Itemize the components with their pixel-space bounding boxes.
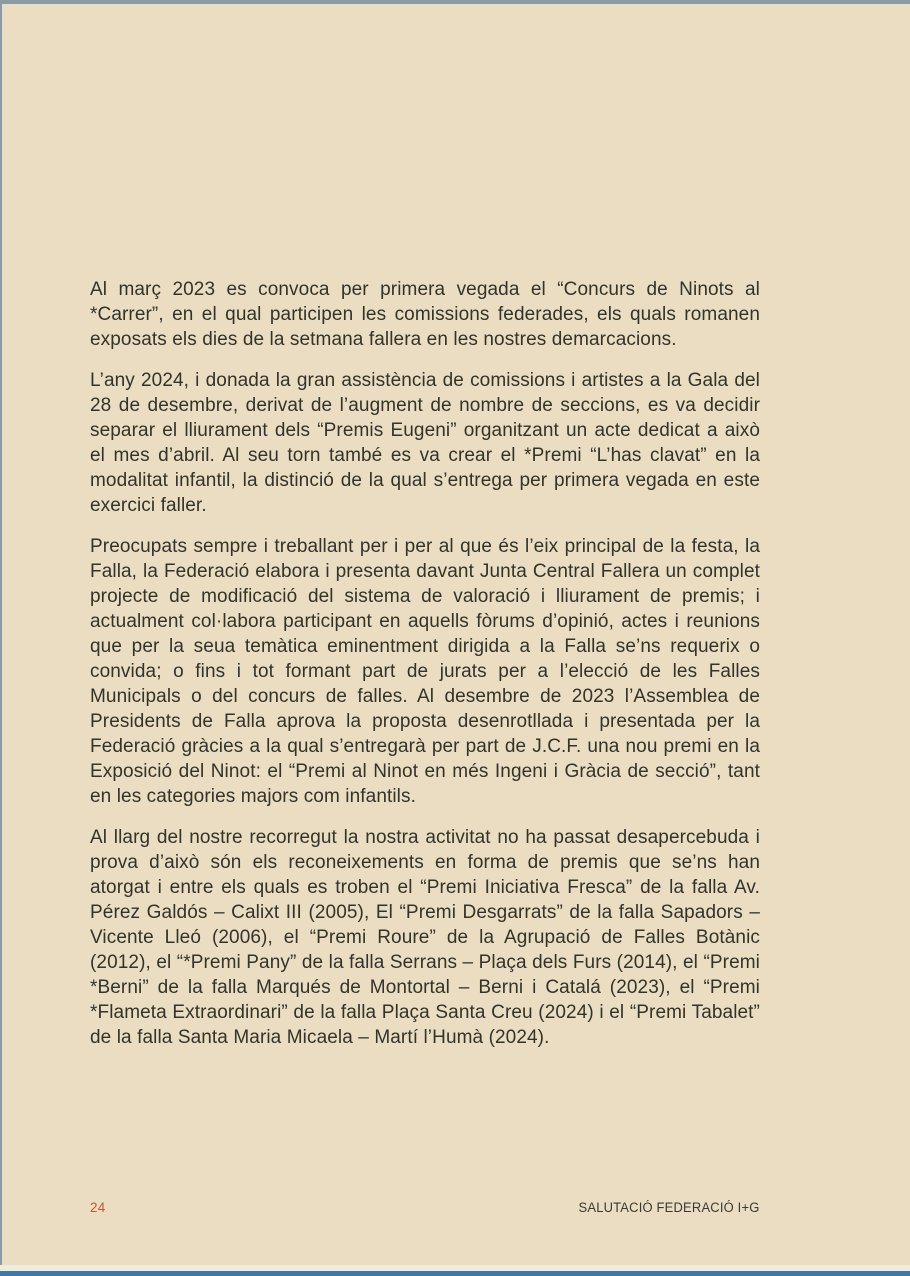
- page-body: [90, 277, 760, 1066]
- page-bottom-bar: [0, 1271, 910, 1276]
- page-number: 24: [90, 1200, 106, 1215]
- footer-section-title: SALUTACIÓ FEDERACIÓ I+G: [579, 1200, 760, 1215]
- page-top-edge: [0, 0, 910, 4]
- paragraph-1: Al març 2023 es convoca per primera vegada el “Concurs de Ninots al *Carrer”, en el qual participen les comissions federades, els quals romanen exposats els dies de la setmana fallera en les nostres demarcacions.: [90, 279, 760, 350]
- paragraph-4: Al llarg del nostre recorregut la nostra activitat no ha passat desapercebuda i prova d’això són els reconeixements en forma de premis que se’ns han atorgat i entre els quals es troben el “Premi Iniciativa Fresca” de la falla Av. Pérez Galdós – Calixt III (2005), El “Premi Desgarrats” de la falla Sapadors – Vicente Lleó (2006), el “Premi Roure” de la Agrupació de Falles Botànic (2012), el “*Premi Pany” de la falla Serrans – Plaça dels Furs (2014), el “Premi *Berni” de la falla Marqués de Montortal – Berni i Catalá (2023), el “Premi *Flameta Extraordinari” de la falla Plaça Santa Creu (2024) i el “Premi Tabalet” de la falla Santa Maria Micaela – Martí l’Humà (2024).: [90, 827, 760, 1048]
- page-left-edge: [0, 0, 2, 1276]
- paragraph-3: Preocupats sempre i treballant per i per al que és l’eix principal de la festa, la Falla, la Federació elabora i presenta davant Junta Central Fallera un complet projecte de modificació del sistema de valoració i lliurament de premis; i actualment col·labora participant en aquells fòrums d’opinió, actes i reunions que per la seua temàtica eminentment dirigida a la Falla se’ns requerix o convida; o fins i tot formant part de jurats per a l’elecció de les Falles Municipals o del concurs de falles. Al desembre de 2023 l’Assemblea de Presidents de Falla aprova la proposta desenrotllada i presentada per la Federació gràcies a la qual s’entregarà per part de J.C.F. una nou premi en la Exposició del Ninot: el “Premi al Ninot en més Ingeni i Gràcia de secció”, tant en les categories majors com infantils.: [90, 536, 760, 807]
- page-footer: [90, 1200, 760, 1215]
- paragraph-2: L’any 2024, i donada la gran assistència de comissions i artistes a la Gala del 28 de desembre, derivat de l’augment de nombre de seccions, es va decidir separar el lliurament dels “Premis Eugeni” organitzant un acte dedicat a això el mes d’abril. Al seu torn també es va crear el *Premi “L’has clavat” en la modalitat infantil, la distinció de la qual s’entrega per primera vegada en este exercici faller.: [90, 370, 760, 516]
